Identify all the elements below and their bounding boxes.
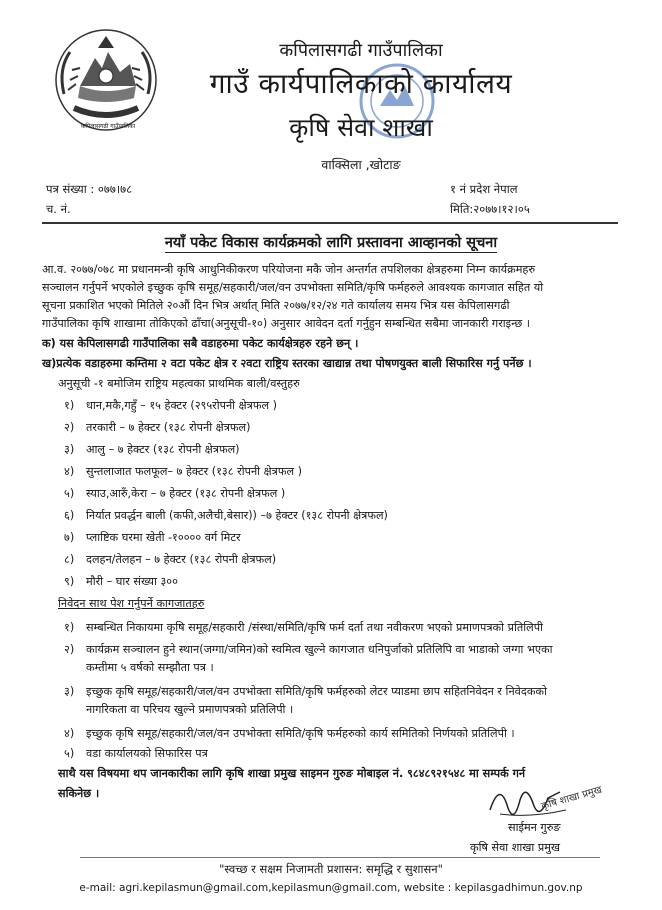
crop-item-text: तरकारी – ७ हेक्टर (१३८ रोपनी क्षेत्रफल) bbox=[86, 421, 251, 434]
crop-item bbox=[64, 486, 285, 501]
crop-item-text: निर्यात प्रवर्द्धन बाली (कफी,अलैची,बेसार)) –७ हेक्टर (१३८ रोपनी क्षेत्रफल) bbox=[86, 509, 388, 522]
closing-line: साथै यस विषयमा थप जानकारीका लागि कृषि शाखा प्रमुख साइमन गुरुङ मोबाइल नं. ९८४८९२१५४८ मा सम्पर्क गर्न bbox=[58, 767, 526, 780]
closing-line: सकिनेछ । bbox=[58, 787, 100, 800]
signatory-designation: कृषि सेवा शाखा प्रमुख bbox=[470, 841, 561, 854]
document-item-number: ४) bbox=[64, 727, 75, 740]
document-item-number: ३) bbox=[64, 685, 75, 698]
crop-item-number: ५) bbox=[64, 487, 75, 500]
municipality-name: कपिलासगढी गाउँपालिका bbox=[279, 40, 443, 61]
clause-ka: क) यस केपिलासगढी गाउँपालिका सबै वडाहरुमा पकेट कार्यक्षेत्रहरु रहने छन् । bbox=[42, 337, 359, 350]
intro-line: सञ्चालन गर्नुपर्ने भएकोले इच्छुक कृषि समूह/सहकारी/जल/वन उपभोक्ता समिति/कृषि फर्महरुले आवश्यक कागजात सहित यो bbox=[42, 281, 544, 294]
crop-item-text: दलहन/तेलहन – ७ हेक्टर (१३८ रोपनी क्षेत्रफल) bbox=[86, 553, 277, 566]
intro-line: आ.व. २०७७/०७८ मा प्रधानमन्त्री कृषि आधुनिकीकरण परियोजना मकै जोन अन्तर्गत तपशिलका क्षेत्रहरुमा निम्न कार्यक्रमहरु bbox=[42, 263, 536, 276]
document-item-continuation: कम्तीमा ५ वर्षको सम्झौता पत्र । bbox=[86, 661, 214, 674]
office-address: वाक्सिला ,खोटाङ bbox=[321, 157, 401, 172]
crop-item-number: ४) bbox=[64, 465, 75, 478]
crop-item-number: २) bbox=[64, 421, 75, 434]
signatory-name: साईमन गुरुङ bbox=[508, 821, 561, 834]
document-item-continuation: नागरिकता वा परिचय खुल्ने प्रमाणपत्रको प्रतिलिपी । bbox=[86, 703, 294, 716]
document-item-number: १) bbox=[64, 621, 75, 634]
crop-item bbox=[64, 442, 240, 457]
document-item-text: इच्छुक कृषि समूह/सहकारी/जल/वन उपभोक्ता समिति/कृषि फर्महरुको कार्य समितिको निर्णयको प्रतिलिपी । bbox=[86, 727, 515, 740]
crop-item bbox=[64, 464, 302, 479]
footer-divider bbox=[80, 857, 600, 858]
intro-line: गाउँपालिका कृषि शाखामा तोकिएको ढाँचा(अनुसूची-१०) अनुसार आवेदन दर्ता गर्नुहुन सम्बन्धित सबैमा जानकारी गराइन्छ । bbox=[42, 317, 531, 330]
crop-item-number: १) bbox=[64, 399, 75, 412]
reference-number: पत्र संख्या : ०७७।७८ bbox=[46, 182, 133, 196]
letter-date: मिति:२०७७।१२।०५ bbox=[450, 202, 530, 216]
crop-item-number: ६) bbox=[64, 509, 75, 522]
document-item-text: कार्यक्रम सञ्चालन हुने स्थान(जग्गा/जमिन)को स्वमित्व खुल्ने कागजात धनिपुर्जाको प्रतिलिपि वा भाडाको जग्गा भएका bbox=[86, 643, 553, 656]
crop-item bbox=[64, 420, 250, 435]
document-item bbox=[64, 746, 208, 761]
document-item-number: २) bbox=[64, 643, 75, 656]
crop-item-text: सुन्तलाजात फलफूल– ७ हेक्टर (१३८ रोपनी क्षेत्रफल ) bbox=[86, 465, 302, 478]
document-item-text: इच्छुक कृषि समूह/सहकारी/जल/वन उपभोक्ता समिति/कृषि फर्महरुको लेटर प्याडमा छाप सहितनिवेदन र निवेदकको bbox=[86, 685, 547, 698]
dispatch-number: च. नं. bbox=[46, 202, 71, 216]
footer-motto: "स्वच्छ र सक्षम निजामती प्रशासन: समृद्धि र सुशासन" bbox=[219, 862, 443, 876]
crop-item-text: स्याउ,आरुँ,केरा – ७ हेक्टर (१३८ रोपनी क्षेत्रफल ) bbox=[86, 487, 286, 500]
document-item bbox=[64, 642, 553, 657]
crop-item-number: ९) bbox=[64, 575, 75, 588]
section-name: कृषि सेवा शाखा bbox=[289, 113, 433, 142]
crop-item-text: धान,मकै,गहुँ – १५ हेक्टर (२९५रोपनी क्षेत्रफल ) bbox=[86, 399, 277, 412]
document-item-text: वडा कार्यालयको सिफारिस पत्र bbox=[86, 747, 208, 760]
document-item bbox=[64, 684, 547, 699]
crop-item-text: आलु – ७ हेक्टर (१३८ रोपनी क्षेत्रफल) bbox=[86, 443, 240, 456]
intro-line: सूचना प्रकाशित भएको मितिले २०औं दिन भित्र अर्थात् मिति २०७७/१२/२४ गते कार्यालय समय भित्र यस केपिलासगढी bbox=[42, 299, 510, 312]
document-item-number: ५) bbox=[64, 747, 75, 760]
crop-item bbox=[64, 552, 276, 567]
header-divider bbox=[42, 222, 618, 224]
crop-item-number: ८) bbox=[64, 553, 75, 566]
province-label: १ नं प्रदेश नेपाल bbox=[450, 182, 518, 196]
notice-title bbox=[0, 232, 662, 252]
clause-kha: ख)प्रत्येक वडाहरुमा कम्तिमा २ वटा पकेट क्षेत्र र २वटा राष्ट्रिय स्तरका खाद्यान्न तथा पोषणयुक्त बाली सिफारिस गर्नु पर्नेछ । bbox=[42, 357, 532, 370]
document-item bbox=[64, 620, 543, 635]
footer-contact: e-mail: agri.kepilasmun@gmail.com,kepilasmun@gmail.com, website : kepilasgadhimun.gov.np bbox=[79, 882, 583, 894]
crop-item-number: ३) bbox=[64, 443, 75, 456]
crop-item bbox=[64, 398, 277, 413]
crop-item-text: प्लाष्टिक घरमा खेती -१०००० वर्ग मिटर bbox=[86, 531, 241, 544]
handwritten-designation: कृषि शाखा प्रमुख bbox=[540, 784, 604, 813]
schedule-heading: अनुसूची -१ बमोजिम राष्ट्रिय महत्वका प्राथमिक बाली/वस्तुहरु bbox=[58, 377, 300, 390]
document-item-text: सम्बन्धित निकायमा कृषि समूह/सहकारी /संस्था/समिति/कृषि फर्म दर्ता तथा नवीकरण भएको प्रमाणपत्रको प्रतिलिपी bbox=[86, 621, 543, 634]
crop-item-text: मौरी – घार संख्या ३०० bbox=[86, 575, 178, 588]
crop-item bbox=[64, 574, 178, 589]
crop-item bbox=[64, 508, 388, 523]
document-item bbox=[64, 726, 515, 741]
notice-title-text: नयाँ पकेट विकास कार्यक्रमको लागि प्रस्तावना आव्हानको सूचना bbox=[164, 235, 498, 251]
crop-item-number: ७) bbox=[64, 531, 75, 544]
office-name: गाउँ कार्यपालिकाको कार्यालय bbox=[209, 67, 513, 100]
documents-heading: निवेदन साथ पेश गर्नुपर्ने कागजातहरु bbox=[58, 597, 205, 610]
emblem-caption: कपिलासगढी गाउँपालिका bbox=[80, 123, 136, 130]
crop-item bbox=[64, 530, 241, 545]
